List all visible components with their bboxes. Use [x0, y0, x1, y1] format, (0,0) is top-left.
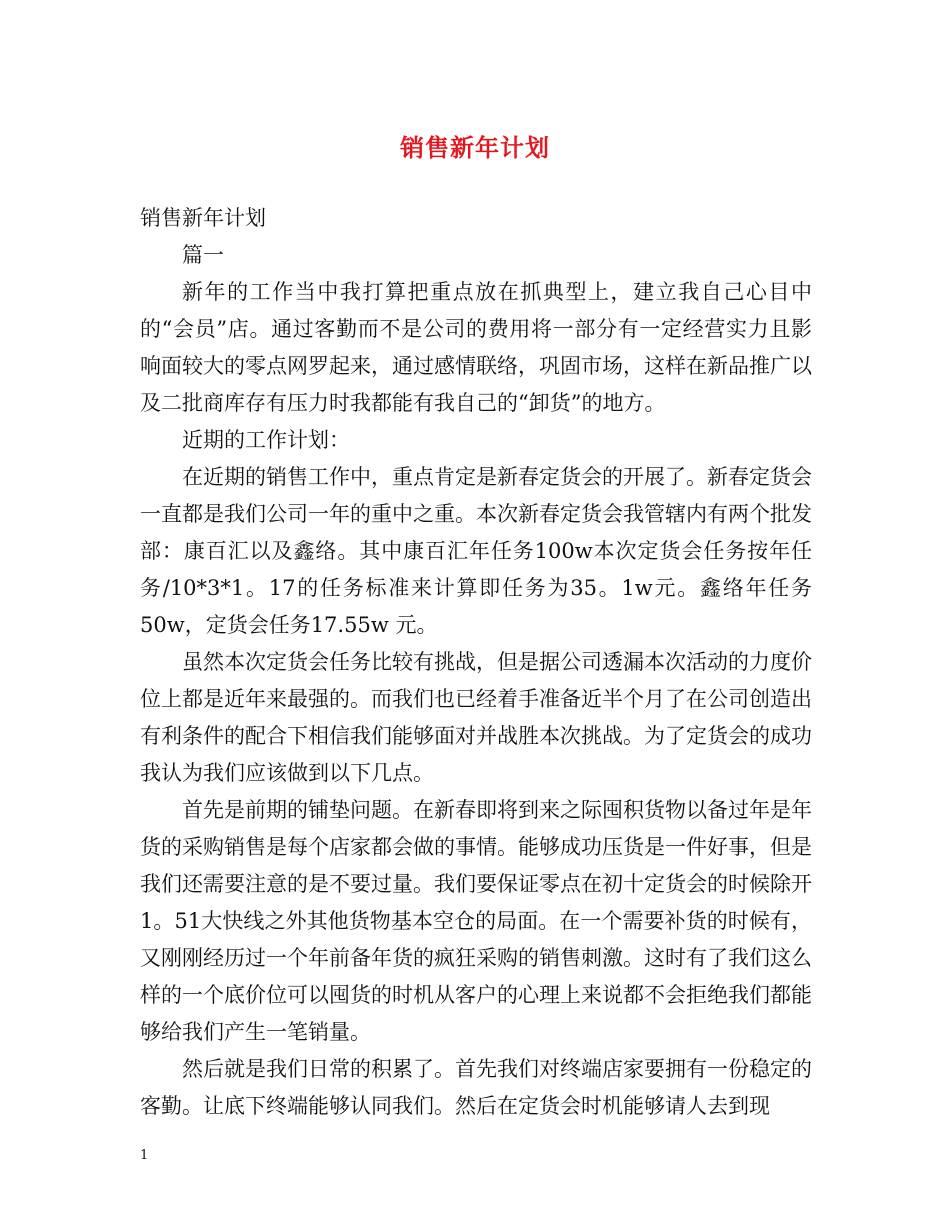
paragraph-subheading: 近期的工作计划：: [182, 428, 350, 452]
paragraph: 在近期的销售工作中，重点肯定是新春定货会的开展了。新春定货会一直都是我们公司一年的重中之重。本次新春定货会我管辖内有两个批发部：康百汇以及鑫络。其中康百汇年任务100w本次定货会任务按年任务/10*3*1。17的任务标准来计算即任务为35。1w元。鑫络年任务50w，定货会任务17.55w 元。: [140, 465, 812, 637]
document-body: [140, 200, 812, 1125]
document-title: 销售新年计划: [400, 133, 550, 162]
paragraph: 首先是前期的铺垫问题。在新春即将到来之际囤积货物以备过年是年货的采购销售是每个店家都会做的事情。能够成功压货是一件好事，但是我们还需要注意的是不要过量。我们要保证零点在初十定货会的时候除开1。51大快线之外其他货物基本空仓的局面。在一个需要补货的时候有，又刚刚经历过一个年前备年货的疯狂采购的销售刺激。这时有了我们这么样的一个底价位可以囤货的时机从客户的心理上来说都不会拒绝我们都能够给我们产生一笔销量。: [140, 798, 812, 1044]
paragraph: 新年的工作当中我打算把重点放在抓典型上，建立我自己心目中的“会员”店。通过客勤而不是公司的费用将一部分有一定经营实力且影响面较大的零点网罗起来，通过感情联络，巩固市场，这样在新品推广以及二批商库存有压力时我都能有我自己的“卸货”的地方。: [140, 280, 812, 415]
page-number: 1: [140, 1148, 149, 1163]
paragraph-heading: 销售新年计划: [140, 206, 266, 230]
paragraph: 虽然本次定货会任务比较有挑战，但是据公司透漏本次活动的力度价位上都是近年来最强的。而我们也已经着手准备近半个月了在公司创造出有利条件的配合下相信我们能够面对并战胜本次挑战。为了定货会的成功我认为我们应该做到以下几点。: [140, 650, 812, 785]
paragraph-section-label: 篇一: [182, 243, 224, 267]
paragraph: 然后就是我们日常的积累了。首先我们对终端店家要拥有一份稳定的客勤。让底下终端能够认同我们。然后在定货会时机能够请人去到现: [140, 1057, 812, 1118]
